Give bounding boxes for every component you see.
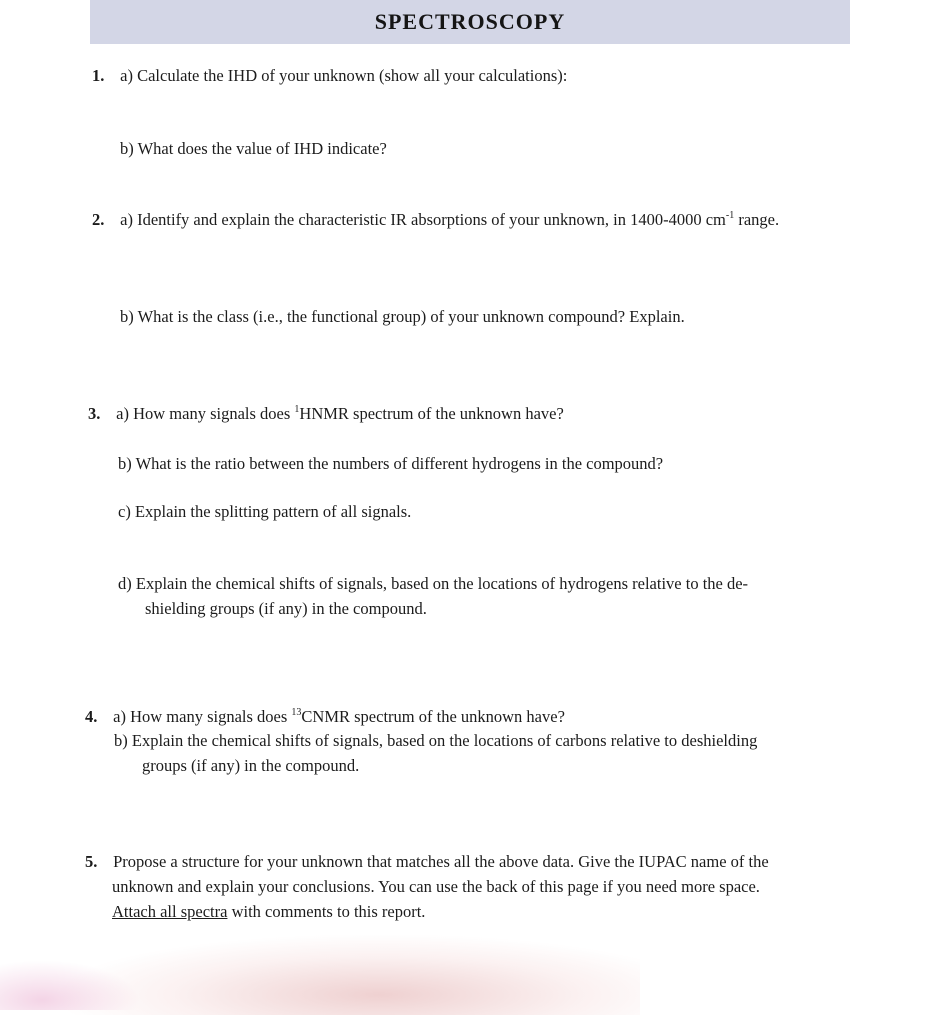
question-3-b <box>118 454 663 474</box>
question-text: How many signals does <box>130 707 292 726</box>
question-3-d-line-2 <box>145 599 427 619</box>
part-label: a) <box>120 210 133 229</box>
question-1-a <box>92 66 567 86</box>
question-4-b-line-1 <box>114 731 757 751</box>
superscript: 1 <box>294 404 300 415</box>
part-label: b) <box>118 454 132 473</box>
question-text: Explain the splitting pattern of all signals. <box>134 502 412 521</box>
question-text: groups (if any) in the compound. <box>142 756 360 775</box>
question-4-b-line-2 <box>142 756 359 776</box>
part-label: c) <box>118 502 131 521</box>
superscript: 13 <box>291 707 302 718</box>
question-2-a <box>92 210 779 230</box>
question-1-b <box>120 139 387 159</box>
question-3-a <box>88 404 564 424</box>
underlined-instruction: Attach all spectra <box>112 902 228 921</box>
question-3-c <box>118 502 411 522</box>
part-label: d) <box>118 574 132 593</box>
question-text: shielding groups (if any) in the compound. <box>145 599 427 618</box>
question-5-line-1 <box>85 852 769 872</box>
question-2-b <box>120 307 685 327</box>
question-text-tail: CNMR spectrum of the unknown have? <box>301 707 565 726</box>
question-text-tail: HNMR spectrum of the unknown have? <box>299 404 564 423</box>
question-text: What is the class (i.e., the functional group) of your unknown compound? Explain. <box>137 307 685 326</box>
question-number: 5. <box>85 852 98 871</box>
question-text: Calculate the IHD of your unknown (show all your calculations): <box>137 66 568 85</box>
question-text: Identify and explain the characteristic IR absorptions of your unknown, in 1400-4000 cm <box>137 210 726 229</box>
part-label: a) <box>120 66 133 85</box>
question-text: What is the ratio between the numbers of different hydrogens in the compound? <box>135 454 664 473</box>
part-label: b) <box>120 307 134 326</box>
page-header <box>90 0 850 44</box>
question-4-a <box>85 707 565 727</box>
part-label: a) <box>116 404 129 423</box>
question-number: 2. <box>92 210 105 229</box>
question-text: Explain the chemical shifts of signals, based on the locations of carbons relative to deshielding <box>131 731 758 750</box>
question-5-line-3 <box>112 902 425 922</box>
part-label: b) <box>120 139 134 158</box>
question-text: What does the value of IHD indicate? <box>137 139 387 158</box>
question-text: unknown and explain your conclusions. You can use the back of this page if you need more space. <box>112 877 760 896</box>
question-text: Explain the chemical shifts of signals, based on the locations of hydrogens relative to the de- <box>135 574 749 593</box>
superscript: -1 <box>725 210 735 221</box>
question-text-tail: range. <box>734 210 780 229</box>
question-text: How many signals does <box>133 404 295 423</box>
color-smudge-left <box>0 960 140 1010</box>
question-number: 3. <box>88 404 101 423</box>
question-text: Propose a structure for your unknown that matches all the above data. Give the IUPAC name of the <box>113 852 769 871</box>
color-smudge <box>60 935 640 1015</box>
question-number: 1. <box>92 66 105 85</box>
part-label: a) <box>113 707 126 726</box>
question-text: with comments to this report. <box>227 902 426 921</box>
part-label: b) <box>114 731 128 750</box>
question-3-d-line-1 <box>118 574 748 594</box>
question-number: 4. <box>85 707 98 726</box>
question-5-line-2 <box>112 877 760 897</box>
page-title: SPECTROSCOPY <box>374 9 566 34</box>
